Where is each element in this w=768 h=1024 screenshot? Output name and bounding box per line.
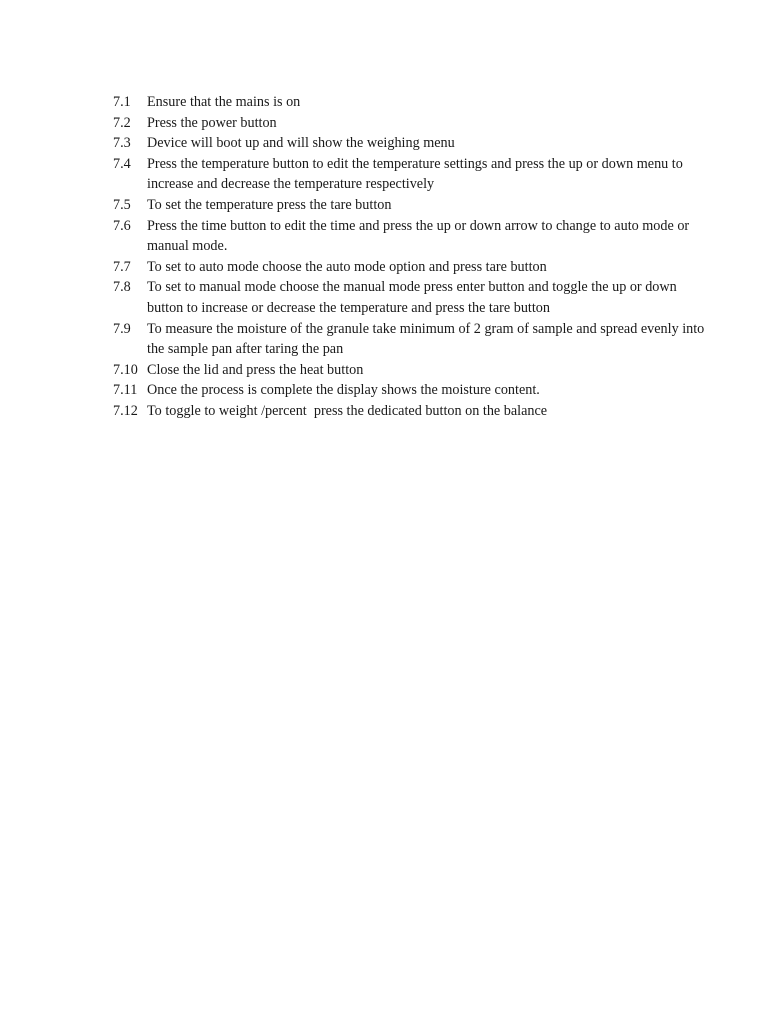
procedure-step [113, 154, 713, 195]
procedure-step [113, 380, 713, 401]
step-number: 7.3 [113, 135, 131, 152]
procedure-step [113, 113, 713, 134]
procedure-step [113, 360, 713, 381]
step-number: 7.11 [113, 382, 138, 399]
step-text: Device will boot up and will show the weighing menu [147, 135, 455, 152]
procedure-step [113, 195, 713, 216]
step-text: To set to manual mode choose the manual mode press enter button and toggle the up or down button to increase or decrease the temperature and press the tare button [147, 279, 681, 316]
step-text: Press the power button [147, 114, 277, 131]
procedure-step [113, 133, 713, 154]
step-text: To measure the moisture of the granule take minimum of 2 gram of sample and spread evenly into the sample pan after taring the pan [147, 320, 708, 358]
step-text: To set to auto mode choose the auto mode option and press tare button [147, 258, 547, 275]
procedure-step [113, 257, 713, 278]
step-text: Once the process is complete the display shows the moisture content. [147, 382, 540, 399]
step-text: Press the time button to edit the time and press the up or down arrow to change to auto mode or manual mode. [147, 217, 693, 255]
step-text: To toggle to weight /percent press the dedicated button on the balance [147, 402, 548, 419]
step-text: Ensure that the mains is on [147, 94, 301, 110]
procedure-step [113, 401, 713, 422]
procedure-step [113, 216, 713, 257]
step-number: 7.2 [113, 114, 131, 131]
step-number: 7.1 [113, 94, 131, 110]
procedure-step [113, 277, 713, 318]
step-number: 7.9 [113, 320, 131, 337]
step-text: Close the lid and press the heat button [147, 361, 364, 378]
step-text: To set the temperature press the tare button [147, 196, 392, 213]
step-number: 7.5 [113, 196, 131, 213]
step-number: 7.8 [113, 279, 131, 296]
step-text: Press the temperature button to edit the temperature settings and press the up or down menu to increase and decrease the temperature respectively [147, 155, 687, 193]
procedure-step [113, 92, 713, 113]
step-number: 7.10 [113, 361, 138, 378]
step-number: 7.7 [113, 258, 131, 275]
step-number: 7.4 [113, 155, 131, 172]
procedure-step-list [113, 92, 713, 422]
step-number: 7.6 [113, 217, 131, 234]
procedure-step [113, 319, 713, 360]
step-number: 7.12 [113, 402, 138, 419]
